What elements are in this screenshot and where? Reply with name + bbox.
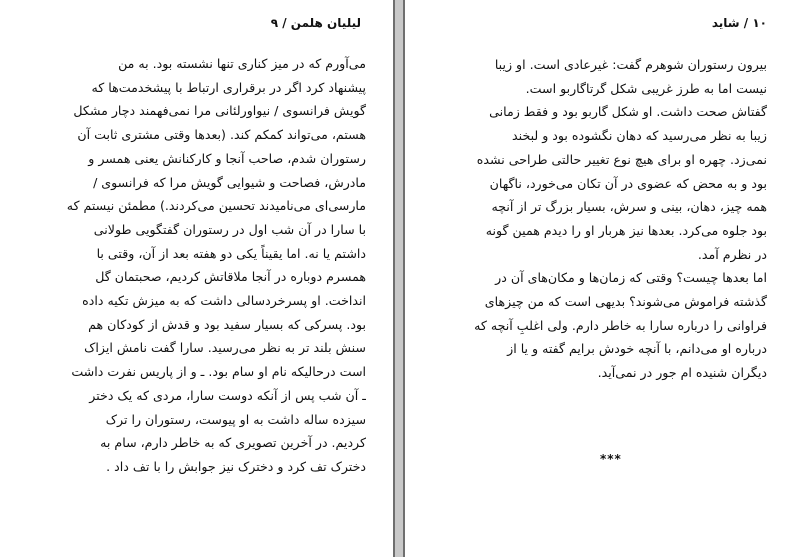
- text-line: دخترک تف کرد و دخترک نیز جوابش را با تف داد .: [106, 458, 366, 474]
- section-separator: ***: [600, 452, 622, 466]
- text-line: فراوانی را درباره سارا به خاطر دارم. ولی اغلبِ آنچه که: [474, 317, 767, 333]
- text-line: همسرم دوباره در آنجا ملاقاتش کردیم، صحبتمان گل: [95, 269, 366, 285]
- text-line: رستوران شدم، صاحب آنجا و کارکنانش یعنی همسر و: [88, 150, 366, 166]
- text-line: بود جلوه می‌کرد. بعدها نیز هربار او را دیدم همین گونه: [485, 222, 767, 238]
- left-page-body: [28, 52, 366, 479]
- left-page: [0, 0, 393, 557]
- text-line: سنش بلند تر به نظر می‌رسید. سارا گفت نامش ایزاک: [84, 340, 366, 356]
- right-page: [405, 0, 791, 557]
- text-line: بیرون رستوران شوهرم گفت: غیرعادی است. او زیبا: [494, 57, 767, 72]
- text-line: درباره او می‌دانم، با آنچه خودش برایم گفته و یا از: [507, 341, 767, 357]
- text-line: اما بعدها چیست؟ وقتی که زمان‌ها و مکان‌های آن در: [495, 270, 767, 286]
- text-line: گویش فرانسوی / نیواورلئانی مرا نمی‌فهمند دچار مشکل: [73, 103, 366, 119]
- left-page-header: لیلیان هلمن / ۹: [270, 16, 361, 30]
- text-line: در نظرم آمد.: [697, 246, 767, 262]
- text-line: پیشنهاد کرد اگر در برقراری ارتباط با پیشخدمت‌ها که: [91, 79, 366, 95]
- text-line: داشتم یا نه. اما یقیناً یکی دو هفته بعد از آن، وقتی با: [96, 245, 366, 261]
- text-line: گذشته فراموش می‌شوند؟ بدیهی است که من چیزهای: [484, 294, 767, 310]
- text-line: بود. پسرکی که بسیار سفید بود و قدش از کودکان هم: [88, 316, 366, 332]
- text-line: مادرش، فصاحت و شیوایی گویش مرا که فرانسوی /: [93, 174, 366, 190]
- text-line: گفتاش صحت داشت. او شکل گاربو بود و فقط زمانی: [489, 104, 767, 120]
- right-page-body: [431, 53, 767, 385]
- text-line: با سارا در آن شب اول در رستوران گفتگویی طولانی: [93, 221, 366, 237]
- text-line: مارسی‌ای می‌نامیدند تحسین می‌کردند.) مطمئن نیستم که: [66, 198, 366, 214]
- right-page-header: ۱۰ / شاید: [711, 16, 767, 30]
- text-line: ـ آن شب پس از آنکه دوست سارا، مردی که یک دختر: [89, 387, 366, 403]
- text-line: است درحالیکه نام او سام بود. ـ و از پاریس نفرت داشت: [71, 364, 366, 380]
- text-line: می‌آورم که در میز کناری تنها نشسته بود. به من: [118, 56, 366, 71]
- text-line: بود و به محض که عضوی در آن تکان می‌خورد، ناگهان: [489, 175, 767, 191]
- text-line: نمی‌زد. چهره او برای هیچ نوع تغییر حالتی طراحی نشده: [476, 151, 767, 167]
- text-line: نیست اما به طرز غریبی شکل گرتاگاربو است.: [525, 80, 767, 96]
- text-line: انداخت. او پسرخردسالی داشت که به میزش تکیه داده: [82, 293, 366, 309]
- text-line: زیبا به نظر می‌رسید که دهان نگشوده بود و لبخند: [512, 128, 767, 144]
- text-line: همه چیز، دهان، بینی و سرش، بسیار بزرگ تر از آنچه: [491, 199, 767, 215]
- text-line: دیگران شنیده ام جور در نمی‌آید.: [597, 365, 767, 381]
- book-gutter: [393, 0, 405, 557]
- text-line: هستم، می‌تواند کمکم کند. (بعدها وقتی مشتری ثابت آن: [77, 127, 366, 143]
- text-line: سیزده ساله داشت به او پیوست، رستوران را ترک: [105, 411, 366, 427]
- text-line: کردیم. در آخرین تصویری که به خاطر دارم، سام به: [100, 435, 366, 451]
